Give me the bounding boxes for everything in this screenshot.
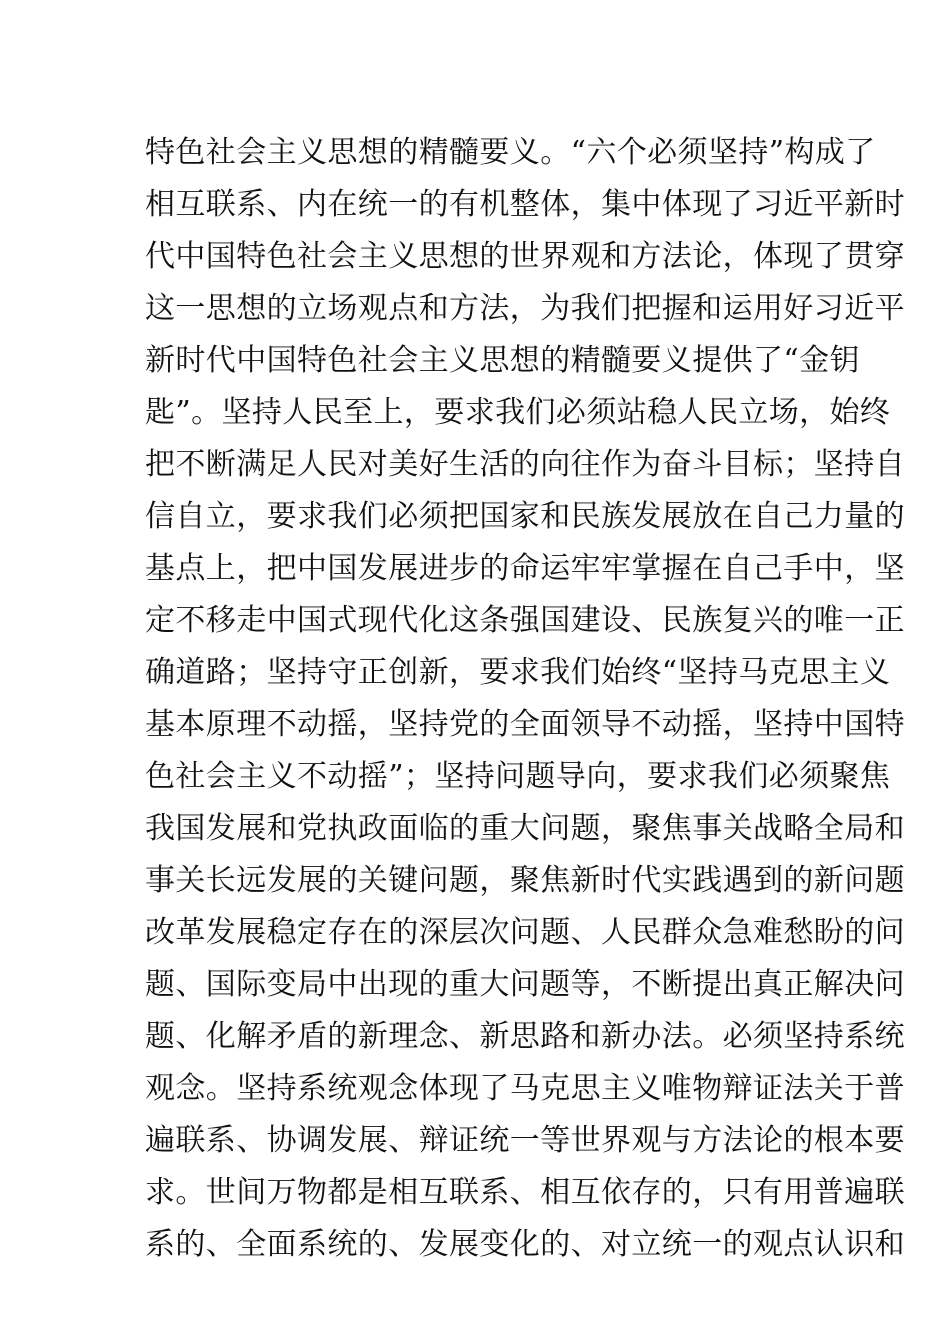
text-line: 匙”。坚持人民至上，要求我们必须站稳人民立场，始终 [145,395,891,430]
text-line: 求。世间万物都是相互联系、相互依存的，只有用普遍联 [145,1175,905,1210]
text-line: 把不断满足人民对美好生活的向往作为奋斗目标；坚持自 [145,447,905,482]
text-line: 题、国际变局中出现的重大问题等，不断提出真正解决问 [145,967,905,1002]
text-line: 这一思想的立场观点和方法，为我们把握和运用好习近平 [145,291,905,326]
text-line: 遍联系、协调发展、辩证统一等世界观与方法论的根本要 [145,1123,905,1158]
text-line: 基本原理不动摇，坚持党的全面领导不动摇，坚持中国特 [145,707,905,742]
text-line: 信自立，要求我们必须把国家和民族发展放在自己力量的 [145,499,905,534]
text-line: 相互联系、内在统一的有机整体，集中体现了习近平新时 [145,187,905,222]
text-line: 基点上，把中国发展进步的命运牢牢掌握在自己手中，坚 [145,551,905,586]
text-line: 事关长远发展的关键问题，聚焦新时代实践遇到的新问题 [145,863,905,898]
text-line: 系的、全面系统的、发展变化的、对立统一的观点认识和 [145,1227,905,1262]
text-line: 题、化解矛盾的新理念、新思路和新办法。必须坚持系统 [145,1019,905,1054]
text-line: 改革发展稳定存在的深层次问题、人民群众急难愁盼的问 [145,915,905,950]
text-line: 确道路；坚持守正创新，要求我们始终“坚持马克思主义 [145,655,891,690]
text-line: 新时代中国特色社会主义思想的精髓要义提供了“金钥 [145,343,860,378]
body-text [145,127,905,1271]
text-line: 色社会主义不动摇”；坚持问题导向，要求我们必须聚焦 [145,759,891,794]
text-line: 定不移走中国式现代化这条强国建设、民族复兴的唯一正 [145,603,905,638]
text-line: 代中国特色社会主义思想的世界观和方法论，体现了贯穿 [145,239,905,274]
text-line: 我国发展和党执政面临的重大问题，聚焦事关战略全局和 [145,811,905,846]
text-line: 观念。坚持系统观念体现了马克思主义唯物辩证法关于普 [145,1071,905,1106]
text-line: 特色社会主义思想的精髓要义。“六个必须坚持”构成了 [145,135,876,170]
